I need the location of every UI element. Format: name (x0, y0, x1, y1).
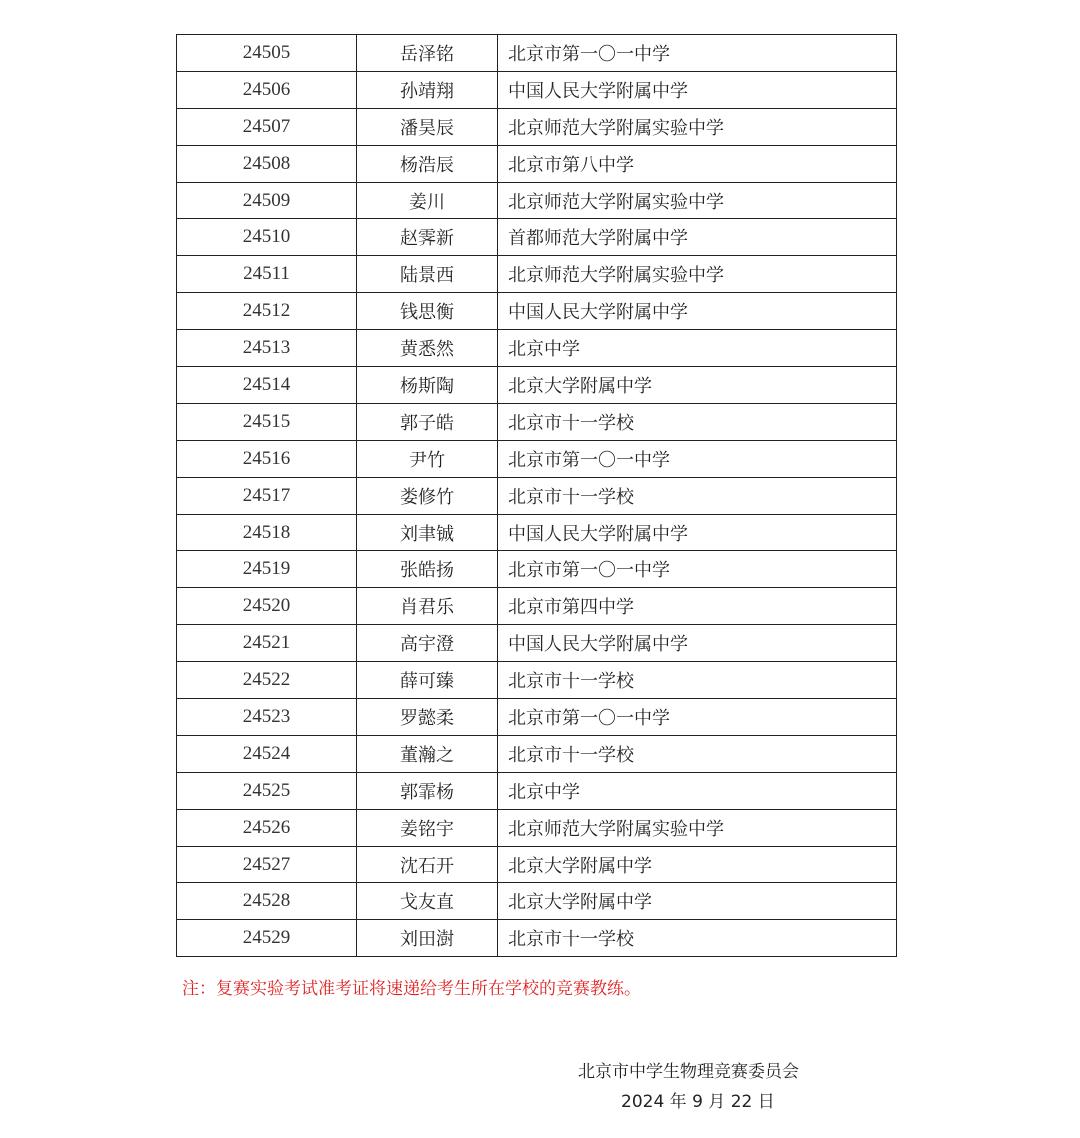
candidate-name: 高宇澄 (357, 625, 498, 662)
school-name: 中国人民大学附属中学 (498, 71, 897, 108)
table-row (177, 367, 897, 404)
candidate-id: 24522 (177, 662, 357, 699)
table-row (177, 182, 897, 219)
candidate-id: 24509 (177, 182, 357, 219)
candidate-name: 赵霁新 (357, 219, 498, 256)
candidate-id: 24511 (177, 256, 357, 293)
candidate-id: 24510 (177, 219, 357, 256)
table-row (177, 772, 897, 809)
school-name: 北京市十一学校 (498, 662, 897, 699)
candidate-id: 24508 (177, 145, 357, 182)
candidate-id: 24516 (177, 440, 357, 477)
school-name: 北京市十一学校 (498, 403, 897, 440)
school-name: 北京市十一学校 (498, 735, 897, 772)
candidate-name: 陆景西 (357, 256, 498, 293)
school-name: 北京市十一学校 (498, 920, 897, 957)
candidate-id: 24518 (177, 514, 357, 551)
school-name: 北京市第一〇一中学 (498, 699, 897, 736)
table-row (177, 440, 897, 477)
school-name: 北京师范大学附属实验中学 (498, 809, 897, 846)
candidate-id: 24527 (177, 846, 357, 883)
candidate-name: 潘昊辰 (357, 108, 498, 145)
candidate-id: 24513 (177, 330, 357, 367)
school-name: 北京师范大学附属实验中学 (498, 182, 897, 219)
school-name: 中国人民大学附属中学 (498, 514, 897, 551)
candidate-name: 杨斯陶 (357, 367, 498, 404)
candidate-id: 24528 (177, 883, 357, 920)
table-row (177, 883, 897, 920)
table-row (177, 108, 897, 145)
candidate-id: 24505 (177, 35, 357, 72)
school-name: 北京市第四中学 (498, 588, 897, 625)
candidate-name: 刘田澍 (357, 920, 498, 957)
table-row (177, 551, 897, 588)
school-name: 北京中学 (498, 772, 897, 809)
candidate-name: 张皓扬 (357, 551, 498, 588)
candidate-name: 肖君乐 (357, 588, 498, 625)
candidate-name: 薛可臻 (357, 662, 498, 699)
school-name: 北京市第一〇一中学 (498, 551, 897, 588)
candidate-id: 24519 (177, 551, 357, 588)
candidate-id: 24521 (177, 625, 357, 662)
table-row (177, 145, 897, 182)
candidate-id: 24515 (177, 403, 357, 440)
candidate-id: 24525 (177, 772, 357, 809)
organization-signature: 北京市中学生物理竞赛委员会 (578, 1062, 799, 1082)
candidate-name: 姜川 (357, 182, 498, 219)
candidate-name: 岳泽铭 (357, 35, 498, 72)
candidate-id: 24514 (177, 367, 357, 404)
note-text: 注：复赛实验考试准考证将速递给考生所在学校的竞赛教练。 (182, 979, 641, 999)
candidate-name: 罗懿柔 (357, 699, 498, 736)
candidate-name: 沈石开 (357, 846, 498, 883)
school-name: 北京大学附属中学 (498, 367, 897, 404)
candidate-id: 24523 (177, 699, 357, 736)
school-name: 北京中学 (498, 330, 897, 367)
candidate-id: 24512 (177, 293, 357, 330)
candidate-name: 杨浩辰 (357, 145, 498, 182)
candidate-id: 24517 (177, 477, 357, 514)
candidate-id: 24506 (177, 71, 357, 108)
school-name: 北京大学附属中学 (498, 846, 897, 883)
candidate-name: 孙靖翔 (357, 71, 498, 108)
candidate-name: 董瀚之 (357, 735, 498, 772)
table-row (177, 330, 897, 367)
table-row (177, 293, 897, 330)
candidate-name: 姜铭宇 (357, 809, 498, 846)
candidate-id: 24526 (177, 809, 357, 846)
table-row (177, 699, 897, 736)
table-row (177, 514, 897, 551)
table-row (177, 588, 897, 625)
issue-date: 2024 年 9 月 22 日 (621, 1092, 775, 1112)
candidate-name: 娄修竹 (357, 477, 498, 514)
candidate-name: 郭霏杨 (357, 772, 498, 809)
school-name: 北京市第八中学 (498, 145, 897, 182)
table-row (177, 735, 897, 772)
school-name: 北京师范大学附属实验中学 (498, 108, 897, 145)
school-name: 北京大学附属中学 (498, 883, 897, 920)
table-row (177, 920, 897, 957)
table-row (177, 846, 897, 883)
table-row (177, 662, 897, 699)
candidate-table (176, 34, 897, 957)
table-row (177, 71, 897, 108)
table-row (177, 477, 897, 514)
school-name: 首都师范大学附属中学 (498, 219, 897, 256)
school-name: 北京市十一学校 (498, 477, 897, 514)
candidate-name: 刘聿铖 (357, 514, 498, 551)
school-name: 北京师范大学附属实验中学 (498, 256, 897, 293)
candidate-id: 24520 (177, 588, 357, 625)
candidate-name: 尹竹 (357, 440, 498, 477)
school-name: 中国人民大学附属中学 (498, 293, 897, 330)
candidate-id: 24507 (177, 108, 357, 145)
school-name: 中国人民大学附属中学 (498, 625, 897, 662)
candidate-name: 钱思衡 (357, 293, 498, 330)
table-row (177, 625, 897, 662)
candidate-id: 24529 (177, 920, 357, 957)
candidate-name: 郭子皓 (357, 403, 498, 440)
table-row (177, 403, 897, 440)
table-row (177, 256, 897, 293)
school-name: 北京市第一〇一中学 (498, 440, 897, 477)
table-row (177, 35, 897, 72)
table-row (177, 809, 897, 846)
school-name: 北京市第一〇一中学 (498, 35, 897, 72)
table-row (177, 219, 897, 256)
candidate-name: 戈友直 (357, 883, 498, 920)
candidate-name: 黄悉然 (357, 330, 498, 367)
candidate-id: 24524 (177, 735, 357, 772)
